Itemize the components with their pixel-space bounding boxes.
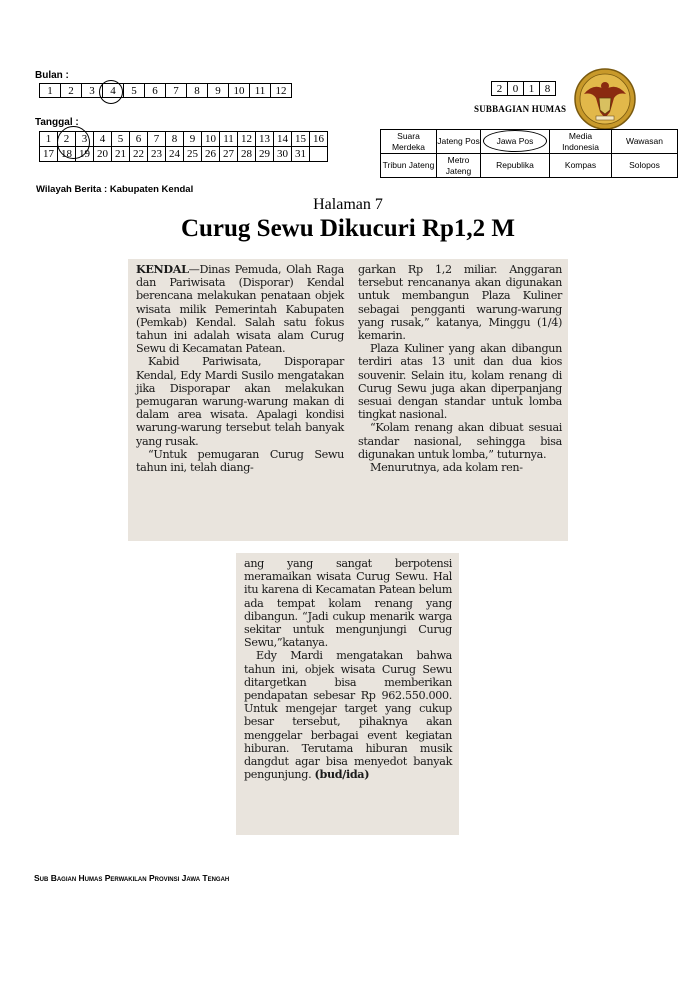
year-digit-cell: 0 <box>508 82 524 96</box>
article-signature: (bud/ida) <box>314 767 370 782</box>
tanggal-label: Tanggal : <box>35 117 79 128</box>
newspaper-metro-jateng: Metro Jateng <box>437 154 481 178</box>
day-cell: 22 <box>130 147 148 162</box>
page-number: Halaman 7 <box>313 196 383 213</box>
day-cell: 29 <box>256 147 274 162</box>
month-cell: 7 <box>166 84 187 98</box>
day-cell <box>310 147 328 162</box>
wilayah-berita: Wilayah Berita : Kabupaten Kendal <box>36 184 194 195</box>
subbagian-humas-label: SUBBAGIAN HUMAS <box>474 104 567 114</box>
day-cell: 14 <box>274 132 292 147</box>
day-cell: 11 <box>220 132 238 147</box>
day-cell: 8 <box>166 132 184 147</box>
day-cell: 30 <box>274 147 292 162</box>
month-cell: 8 <box>187 84 208 98</box>
newspaper-table <box>380 129 678 178</box>
day-cell: 21 <box>112 147 130 162</box>
article-column-1 <box>136 263 344 474</box>
article-paragraph: garkan Rp 1,2 miliar. Anggaran tersebut rencananya akan digunakan untuk membangun Plaza Kuliner sebagai pengganti warung-warung yang rusak,” katanya, Minggu (1/4) kemarin. <box>358 263 562 343</box>
newspaper-republika: Republika <box>481 154 550 178</box>
day-cell: 20 <box>94 147 112 162</box>
year-digit-cell: 2 <box>492 82 508 96</box>
day-cell: 24 <box>166 147 184 162</box>
day-cell: 2 <box>58 132 76 147</box>
day-cell: 13 <box>256 132 274 147</box>
month-cell: 4 <box>103 84 124 98</box>
article-clipping-bottom <box>236 553 459 835</box>
newspaper-suara-merdeka: Suara Merdeka <box>381 130 437 154</box>
article-paragraph: “Untuk pemugaran Curug Sewu tahun ini, telah diang- <box>136 447 344 475</box>
article-clipping-top <box>128 259 568 541</box>
day-cell: 15 <box>292 132 310 147</box>
selected-day-circle <box>57 126 90 159</box>
article-column-3 <box>244 557 452 781</box>
day-cell: 16 <box>310 132 328 147</box>
article-paragraph: Kabid Pariwisata, Disporapar Kendal, Edy Mardi Susilo mengatakan jika Disporapar akan melakukan pemugaran warung-warung makan di dalam area wisata. Apalagi kondisi warung-warung tersebut telah banyak yang rusak. <box>136 355 344 448</box>
month-cell: 6 <box>145 84 166 98</box>
month-cell: 2 <box>61 84 82 98</box>
newspaper-jawa-pos-label: Jawa Pos <box>496 136 534 146</box>
newspaper-media-indonesia: Media Indonesia <box>550 130 612 154</box>
article-paragraph: “Kolam renang akan dibuat sesuai standar nasional, sehingga bisa digunakan untuk lomba,” tuturnya. <box>358 421 562 461</box>
month-cell: 9 <box>208 84 229 98</box>
newspaper-wawasan: Wawasan <box>612 130 678 154</box>
month-cell: 3 <box>82 84 103 98</box>
headline: Curug Sewu Dikucuri Rp1,2 M <box>180 215 516 242</box>
article-paragraph: Edy Mardi mengatakan bahwa tahun ini, objek wisata Curug Sewu ditargetkan bisa memberikan pendapatan sebesar Rp 962.550.000. Untuk mengejar target yang cukup besar tersebut, pihaknya akan menggelar berbagai event kegiatan hiburan. Terutama hiburan musik dangdut agar bisa menyedot banyak pengunjung. (bud/ida) <box>244 649 452 782</box>
month-cell: 1 <box>40 84 61 98</box>
day-cell: 9 <box>184 132 202 147</box>
month-cell: 5 <box>124 84 145 98</box>
article-paragraph: KENDAL—Dinas Pemuda, Olah Raga dan Pariwisata (Disporar) Kendal berencana melakukan penataan objek wisata milik Pemerintah Kabupaten (Pemkab) Kendal. Salah satu fokus tahun ini adalah wisata alam Curug Sewu di Kecamatan Patean. <box>136 262 344 356</box>
day-cell: 23 <box>148 147 166 162</box>
day-cell: 27 <box>220 147 238 162</box>
day-cell: 17 <box>40 147 58 162</box>
newspaper-tribun-jateng: Tribun Jateng <box>381 154 437 178</box>
newspaper-jawa-pos <box>481 130 550 154</box>
day-cell: 5 <box>112 132 130 147</box>
newspaper-solopos: Solopos <box>612 154 678 178</box>
month-cell: 11 <box>250 84 271 98</box>
newspaper-kompas: Kompas <box>550 154 612 178</box>
day-cell: 6 <box>130 132 148 147</box>
selected-month-circle <box>99 80 123 104</box>
article-dateline: KENDAL <box>136 262 189 276</box>
day-cell: 28 <box>238 147 256 162</box>
newspaper-jateng-pos: Jateng Pos <box>437 130 481 154</box>
article-paragraph: Menurutnya, ada kolam ren- <box>370 461 523 475</box>
bulan-label: Bulan : <box>35 70 69 81</box>
day-cell: 10 <box>202 132 220 147</box>
day-cell: 4 <box>94 132 112 147</box>
day-cell: 7 <box>148 132 166 147</box>
year-digit-cell: 8 <box>540 82 556 96</box>
month-grid <box>39 83 292 98</box>
day-cell: 3 <box>76 132 94 147</box>
garuda-emblem-icon <box>574 68 636 130</box>
day-cell: 31 <box>292 147 310 162</box>
selected-newspaper-circle <box>483 130 547 152</box>
day-cell: 26 <box>202 147 220 162</box>
day-cell: 1 <box>40 132 58 147</box>
article-paragraph: Plaza Kuliner yang akan dibangun terdiri atas 13 unit dan dua kios souvenir. Selain itu, kolam renang di Curug Sewu juga akan diperpanjang sesuai dengan standar untuk lomba tingkat nasional. <box>358 342 562 422</box>
year-digit-cell: 1 <box>524 82 540 96</box>
day-cell: 19 <box>76 147 94 162</box>
day-cell: 12 <box>238 132 256 147</box>
month-cell: 10 <box>229 84 250 98</box>
article-paragraph: ang yang sangat berpotensi meramaikan wisata Curug Sewu. Hal itu karena di Kecamatan Patean belum ada tempat kolam renang yang dibangun. “Jadi cukup menarik warga sekitar untuk mengunjungi Curug Sewu,”katanya. <box>244 557 452 650</box>
article-column-2 <box>358 263 562 474</box>
footer: Sub Bagian Humas Perwakilan Provinsi Jawa Tengah <box>34 873 230 883</box>
day-cell: 25 <box>184 147 202 162</box>
year-grid <box>491 81 556 96</box>
day-cell: 18 <box>58 147 76 162</box>
month-cell: 12 <box>271 84 292 98</box>
